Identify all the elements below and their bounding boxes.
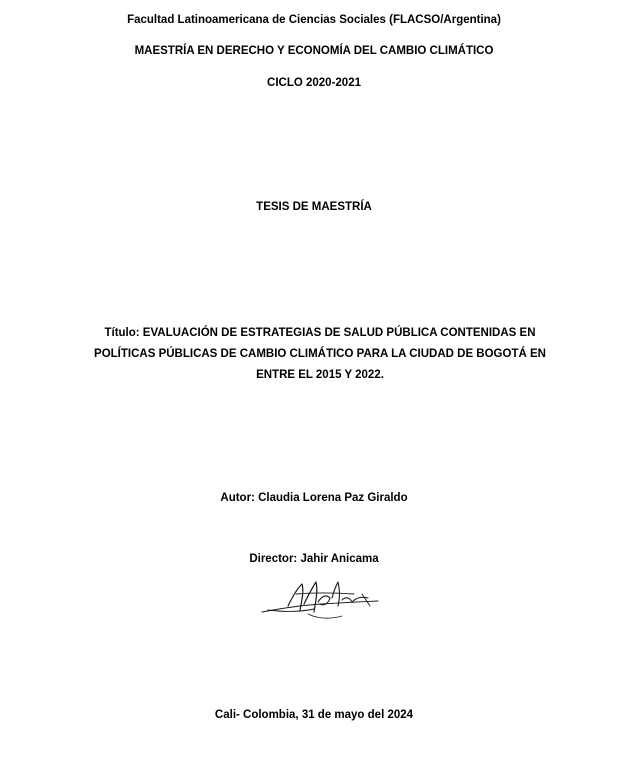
director-line: Director: Jahir Anicama [249, 553, 379, 565]
thesis-title-line-1: Título: EVALUACIÓN DE ESTRATEGIAS DE SALUD PÚBLICA CONTENIDAS EN [104, 327, 536, 339]
place-and-date: Cali- Colombia, 31 de mayo del 2024 [214, 709, 414, 721]
cycle-label: CICLO 2020-2021 [267, 77, 361, 89]
document-type: TESIS DE MAESTRÍA [256, 201, 372, 213]
thesis-title [60, 323, 580, 386]
author-line: Autor: Claudia Lorena Paz Giraldo [220, 492, 408, 504]
institution-name: Facultad Latinoamericana de Ciencias Sociales (FLACSO/Argentina) [127, 14, 501, 26]
signature-icon [258, 576, 382, 622]
thesis-title-line-3: ENTRE EL 2015 Y 2022. [256, 369, 384, 381]
program-name: MAESTRÍA EN DERECHO Y ECONOMÍA DEL CAMBIO CLIMÁTICO [134, 45, 494, 57]
thesis-title-line-2: POLÍTICAS PÚBLICAS DE CAMBIO CLIMÁTICO PARA LA CIUDAD DE BOGOTÁ EN [94, 348, 546, 360]
